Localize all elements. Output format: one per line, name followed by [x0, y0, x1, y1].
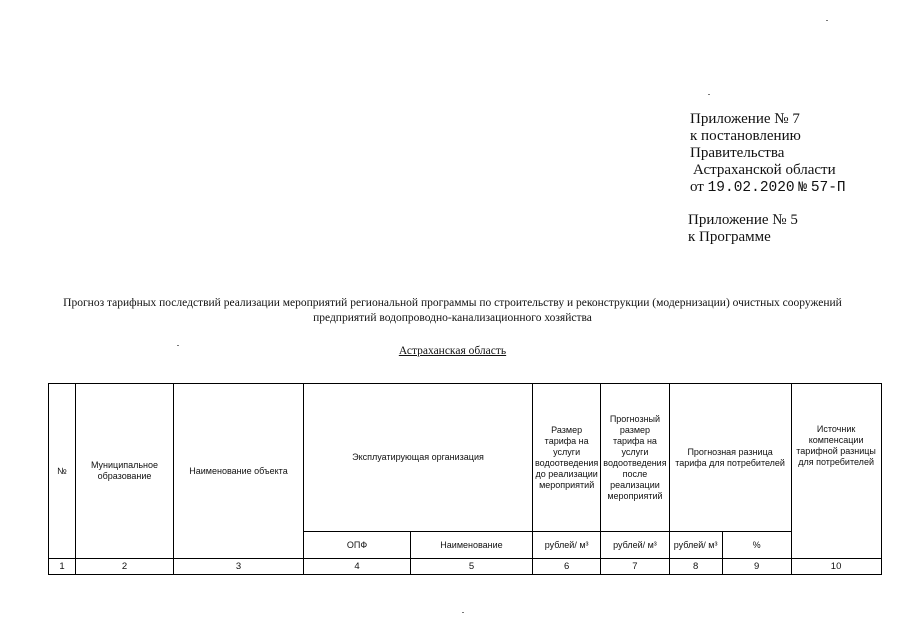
column-number: 1 — [49, 559, 76, 575]
column-number: 9 — [722, 559, 791, 575]
table-header-row — [49, 384, 882, 532]
header-tariff-difference: Прогнозная разница тарифа для потребителей — [669, 384, 791, 532]
header-municipality: Муниципальное образование — [76, 384, 174, 559]
header-tariff-before: Размер тарифа на услуги водоотведения до реализации мероприятий — [533, 384, 601, 532]
number-sign: № — [798, 180, 808, 196]
scan-speck — [826, 20, 828, 21]
header-operator: Эксплуатирующая организация — [304, 384, 533, 532]
column-number: 3 — [174, 559, 304, 575]
region-heading: Астраханская область — [398, 345, 507, 357]
appendix-7-line-4: Астраханской области — [693, 162, 836, 178]
document-title: Прогноз тарифных последствий реализации мероприятий региональной программы по строительству и реконструкции (модернизации) очистных сооружений предприятий водопроводно-канализационного хозяйства — [63, 297, 842, 324]
scan-speck — [462, 612, 464, 613]
column-number: 5 — [411, 559, 533, 575]
column-number: 7 — [601, 559, 669, 575]
scan-speck — [708, 94, 710, 95]
appendix-5-line-2: к Программе — [688, 229, 771, 245]
column-number: 10 — [791, 559, 881, 575]
column-number: 2 — [76, 559, 174, 575]
resolution-number: 57-П — [810, 180, 846, 196]
subheader-unit-6: рублей/ м³ — [533, 532, 601, 559]
column-number: 8 — [669, 559, 722, 575]
date-prefix: от — [690, 179, 704, 195]
header-number: № — [49, 384, 76, 559]
column-number-row — [49, 559, 882, 575]
header-compensation-source: Источник компенсации тарифной разницы для потребителей — [791, 384, 881, 559]
header-object-name: Наименование объекта — [174, 384, 304, 559]
appendix-7-date-line — [690, 179, 846, 197]
subheader-unit-8: рублей/ м³ — [669, 532, 722, 559]
appendix-7-block — [690, 111, 846, 197]
appendix-5-title: Приложение № 5 — [688, 212, 798, 228]
scan-speck — [177, 345, 179, 346]
column-number: 4 — [304, 559, 411, 575]
column-number: 6 — [533, 559, 601, 575]
subheader-unit-7: рублей/ м³ — [601, 532, 669, 559]
subheader-percent: % — [722, 532, 791, 559]
subheader-opf: ОПФ — [304, 532, 411, 559]
header-tariff-after: Прогнозный размер тарифа на услуги водоотведения после реализации мероприятий — [601, 384, 669, 532]
appendix-7-line-2: к постановлению — [690, 128, 801, 144]
appendix-7-line-3: Правительства — [690, 145, 785, 161]
appendix-5-block — [688, 212, 798, 246]
resolution-date: 19.02.2020 — [707, 180, 795, 196]
subheader-name: Наименование — [411, 532, 533, 559]
appendix-7-title: Приложение № 7 — [690, 111, 800, 127]
tariff-forecast-table — [48, 383, 882, 575]
